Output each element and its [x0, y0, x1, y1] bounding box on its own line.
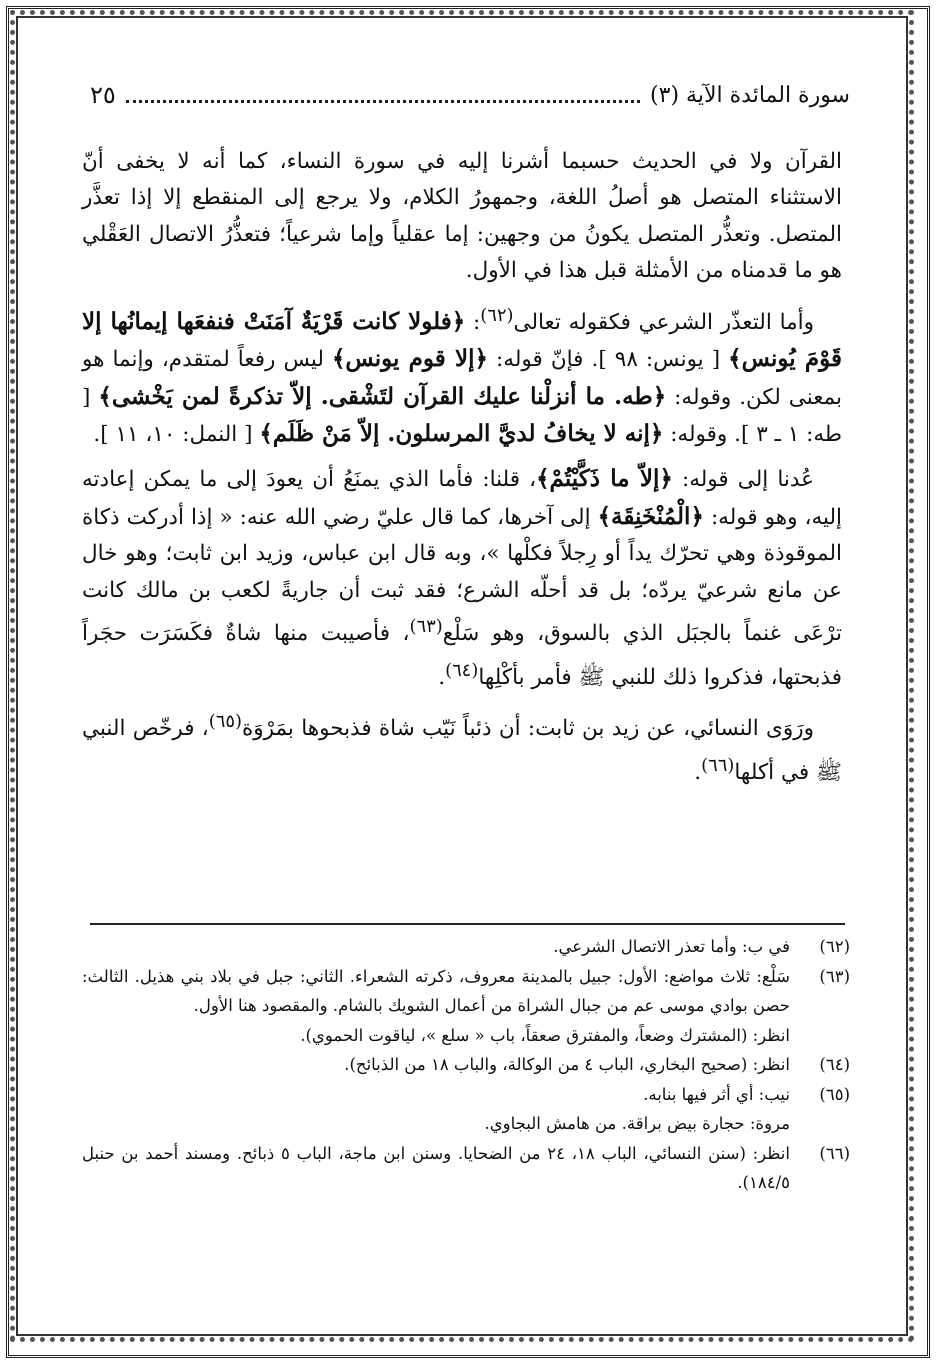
- footnote-text: انظر: (سنن النسائي، الباب ١٨، ٢٤ من الضحايا. وسنن ابن ماجة، الباب ٥ ذبائح. ومسند أحمد بن حنبل ١٨٤/٥).: [82, 1143, 790, 1192]
- running-header: [90, 78, 850, 112]
- footnote-text: انظر: (المشترك وضعاً، والمفترق صعقاً، باب « سلع »، لياقوت الحموي).: [300, 1025, 790, 1045]
- quran-verse: ﴿إلاّ ما ذَكَّيْتُمْ﴾: [536, 465, 673, 493]
- text-run: وأما التعذّر الشرعي فكقوله تعالى: [513, 309, 815, 335]
- footnote-number: (٦٥): [819, 1084, 850, 1104]
- footnote-66: [82, 1139, 850, 1198]
- footnote-65: [82, 1080, 850, 1110]
- footnote-number: [790, 1021, 850, 1051]
- text-run: [ يونس: ٩٨ ]. فإنّ قوله:: [488, 347, 729, 373]
- footnote-63: [82, 962, 850, 1021]
- footnote-text: في ب: وأما تعذر الاتصال الشرعي.: [553, 937, 790, 956]
- footnote-ref-62: (٦٢): [480, 304, 514, 326]
- footnote-63-continued: [82, 1021, 850, 1051]
- text-run: :: [465, 309, 481, 335]
- footnote-ref-66: (٦٦): [701, 754, 735, 776]
- header-dot-leader: [126, 100, 640, 103]
- text-run: .: [438, 664, 446, 690]
- footnote-number: (٦٦): [819, 1143, 850, 1163]
- footnote-text: مروة: حجارة بيض براقة. من هامش البجاوي.: [484, 1114, 790, 1133]
- main-text: [82, 144, 842, 799]
- paragraph-4: [82, 704, 842, 791]
- footnote-ref-65: (٦٥): [208, 711, 242, 733]
- text-run: [ طه: ١ ـ ٣ ]. وقوله:: [82, 384, 842, 447]
- paragraph-2: [82, 298, 842, 454]
- footnote-65-continued: [82, 1109, 850, 1139]
- footnotes: [82, 932, 850, 1198]
- footnote-64: [82, 1050, 850, 1080]
- footnote-number: [790, 1109, 850, 1139]
- text-run: ورَوَى النسائي، عن زيد بن ثابت: أن ذئباً نَيّب شاة فذبحوها بمَرْوَة: [241, 716, 814, 742]
- quran-verse: ﴿فلولا كانت قَرْيَةٌ آمَنَتْ فنفعَها إيمانُها إلا قَوْمَ يُونس﴾: [82, 307, 842, 373]
- text-run: ، فأصيبت منها شاةٌ فكَسَرَت حجَراً فذبحتها، فذكروا ذلك للنبي ﷺ فأمر بأكْلِها: [82, 621, 842, 690]
- text-run: ليس رفعاً لمتقدم، وإنما هو بمعنى لكن. وقوله:: [82, 347, 842, 410]
- page-number: ٢٥: [90, 81, 116, 109]
- quran-verse: ﴿طه. ما أنزلْنا عليك القرآن لتَشْقى. إلاّ تذكرةً لمن يَخْشى﴾: [98, 382, 667, 410]
- paragraph-1: القرآن ولا في الحديث حسبما أشرنا إليه في سورة النساء، كما أنه لا يخفى أنّ الاستثناء المتصل هو أصلُ اللغة، وجمهورُ الكلام، ولا يرجع إلى المنقطع إلا إذا تعذَّر المتصل. وتعذُّر المتصل يكونُ من وجهين: إما عقلياً وإما شرعياً؛ فتعذُّرُ الاتصال العَقْلي هو ما قدمناه من الأمثلة قبل هذا في الأول.: [82, 149, 842, 284]
- footnote-ref-63: (٦٣): [409, 616, 443, 638]
- paragraph-3: [82, 461, 842, 696]
- header-title: سورة المائدة الآية (٣): [650, 82, 850, 108]
- quran-verse: ﴿إلا قوم يونس﴾: [331, 345, 488, 373]
- footnote-text: نيب: أي أثر فيها بنابه.: [643, 1084, 790, 1104]
- quran-verse: ﴿إنه لا يخافُ لديَّ المرسلون. إلاّ مَنْ ظَلَم﴾: [259, 420, 664, 447]
- text-run: ، فرخّص النبي ﷺ في أكلها: [82, 716, 842, 785]
- quran-verse: ﴿الْمُنْخَنِقَة﴾: [597, 502, 704, 530]
- footnote-62: [82, 932, 850, 962]
- footnote-number: (٦٣): [819, 966, 850, 986]
- text-run: [ النمل: ١٠، ١١ ].: [93, 422, 260, 447]
- text-run: إلى آخرها، كما قال عليّ رضي الله عنه: « إذا أدركت ذكاة الموقوذة وهي تحرّك يداً أو رِجلاً فكلْها »، وبه قال ابن عباس، وزيد ابن ثابت؛ وهو خال عن مانع شرعيّ يردّه؛ بل قد أحلّه الشرع؛ فقد ثبت أن جاريةً لكعب بن مالك كانت ترْعَى غنماً بالجبَل الذي بالسوق، وهو سَلْع: [82, 504, 842, 647]
- footnote-number: (٦٢): [819, 937, 850, 956]
- text-run: .: [694, 759, 702, 785]
- footnote-text: انظر: (صحيح البخاري، الباب ٤ من الوكالة، والباب ١٨ من الذبائح).: [344, 1055, 790, 1074]
- footnote-text: سَلْع: ثلاث مواضع: الأول: جبيل بالمدينة معروف، ذكرته الشعراء. الثاني: جبل في بلاد بني هذيل. الثالث: حصن بوادي موسى عم من جبال الشراة من أعمال الشويك بالشام. والمقصود هنا الأول.: [82, 966, 790, 1015]
- text-run: ، قلنا: فأما الذي يمنَعُ أن يعودَ إلى ما يمكن إعادته إليه، وهو قوله:: [82, 467, 842, 530]
- footnote-separator: [90, 923, 845, 925]
- footnote-number: (٦٤): [819, 1055, 850, 1074]
- text-run: عُدنا إلى قوله:: [672, 467, 814, 493]
- footnote-ref-64: (٦٤): [445, 659, 479, 681]
